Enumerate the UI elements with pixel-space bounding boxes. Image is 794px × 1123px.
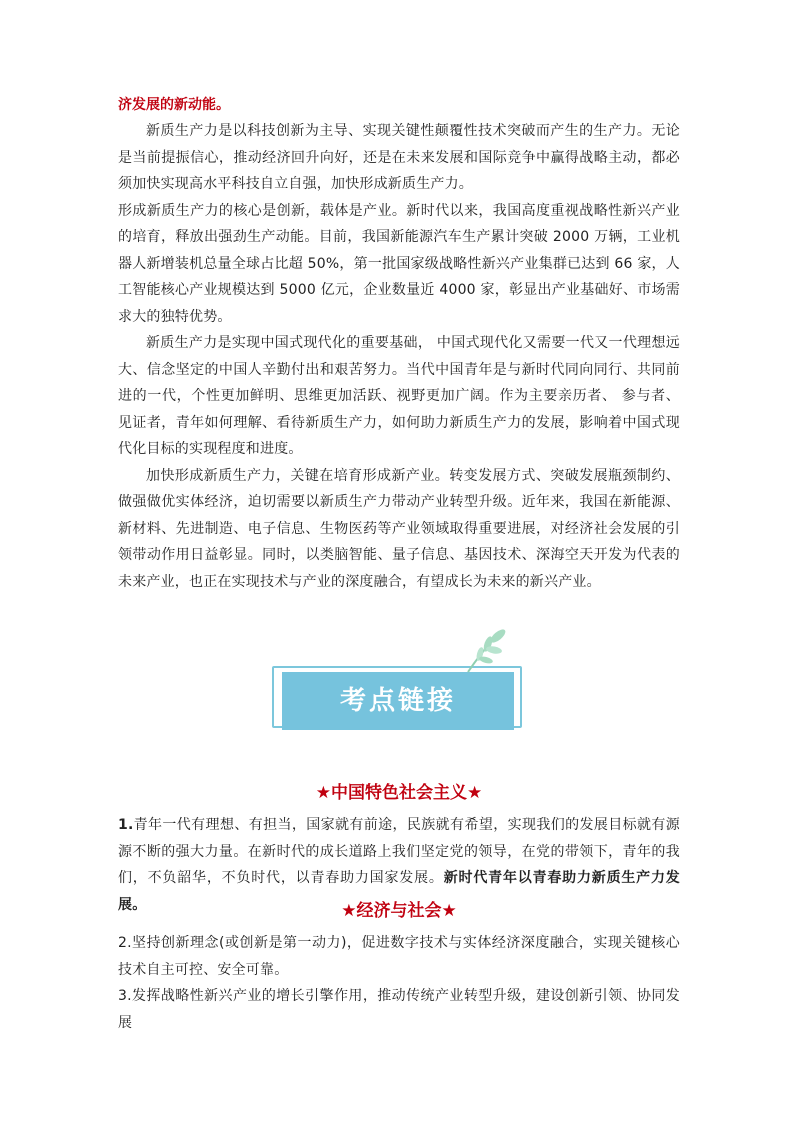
paragraph-3: 新质生产力是实现中国式现代化的重要基础， 中国式现代化又需要一代又一代理想远大、信念坚定的中国人辛勤付出和艰苦努力。当代中国青年是与新时代同向同行、共同前进的一代，个性更加鲜明、思维更加活跃、视野更加广阔。作为主要亲历者、 参与者、 见证者，青年如何理解、看待新质生产力，如何助力新质生产力的发展，影响着中国式现代化目标的实现程度和进度。 — [118, 335, 680, 457]
section-title-economy: ★经济与社会★ — [341, 901, 457, 921]
item-1-number: 1. — [118, 817, 134, 833]
article-body — [118, 92, 680, 595]
item-2: 2.坚持创新理念(或创新是第一动力)，促进数字技术与实体经济深度融合，实现关键核心技术自主可控、安全可靠。 — [118, 935, 680, 978]
paragraph-4: 加快形成新质生产力，关键在培育形成新产业。转变发展方式、突破发展瓶颈制约、做强做优实体经济，迫切需要以新质生产力带动产业转型升级。近年来，我国在新能源、新材料、先进制造、电子信息、生物医药等产业领域取得重要进展，对经济社会发展的引领带动作用日益彰显。同时，以类脑智能、量子信息、基因技术、深海空天开发为代表的未来产业，也正在实现技术与产业的深度融合，有望成长为未来的新兴产业。 — [118, 467, 680, 590]
opening-heading: 济发展的新动能。 — [118, 97, 230, 113]
paragraph-1: 新质生产力是以科技创新为主导、实现关键性颠覆性技术突破而产生的生产力。无论是当前提振信心，推动经济回升向好，还是在未来发展和国际竞争中赢得战略主动，都必须加快实现高水平科技自立自强，加快形成新质生产力。 — [118, 123, 680, 192]
section-banner — [268, 626, 528, 738]
item-1-bold-text: 新时代青年以青春助力新质生产力发展。 — [118, 870, 680, 913]
banner-title: 考点链接 — [339, 686, 456, 716]
item-3: 3.发挥战略性新兴产业的增长引擎作用，推动传统产业转型升级，建设创新引领、协同发展 — [118, 988, 680, 1031]
paragraph-2: 形成新质生产力的核心是创新，载体是产业。新时代以来，我国高度重视战略性新兴产业的培育，释放出强劲生产动能。目前，我国新能源汽车生产累计突破 2000 万辆，工业机器人新增装机总量全球占比超 50%，第一批国家级战略性新兴产业集群已达到 66 家，人工智能核心产业规模达到 5000 亿元，企业数量近 4000 家，彰显出产业基础好、市场需求大的独特优势。 — [118, 202, 680, 325]
leaf-sprig-icon — [458, 626, 518, 676]
item-1-text: 青年一代有理想、有担当，国家就有前途，民族就有希望，实现我们的发展目标就有源源不断的强大力量。在新时代的成长道路上我们坚定党的领导，在党的带领下，青年的我们，不负韶华，不负时代，以青春助力国家发展。 — [118, 817, 680, 886]
section-title-socialism: ★中国特色社会主义★ — [315, 783, 483, 803]
section-2-body — [118, 930, 680, 1036]
